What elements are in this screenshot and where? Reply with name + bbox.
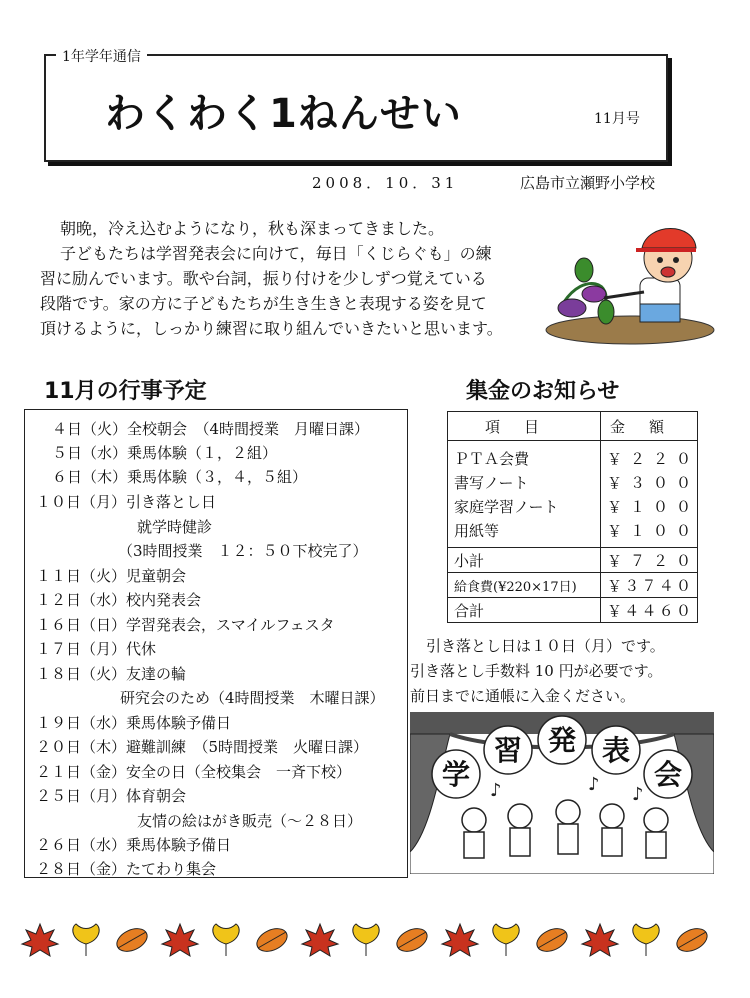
fees-col-amount: 金額 <box>601 412 698 441</box>
total-row <box>448 598 698 623</box>
newsletter-title: わくわく1ねんせい <box>105 91 462 137</box>
subtotal-amount: ￥７２０ <box>601 548 698 573</box>
intro-line: 子どもたちは学習発表会に向けて，毎日「くじらぐも」の練 <box>60 244 492 263</box>
stage-char: 発 <box>547 724 577 757</box>
presentation-stage-illustration <box>410 712 714 874</box>
svg-text:♪: ♪ <box>632 784 644 805</box>
event-row: １６日（日）学習発表会，スマイルフェスタ <box>36 616 335 634</box>
intro-line: 段階です。家の方に子どもたちが生き生きと表現する姿を見て <box>40 294 487 313</box>
fee-item: 書写ノート <box>454 474 529 492</box>
fee-item: 家庭学習ノート <box>454 498 559 516</box>
stage-char: 表 <box>601 734 631 767</box>
event-row: ２８日（金）たてわり集会 <box>36 860 217 878</box>
event-row: １０日（月）引き落とし日 <box>36 493 217 511</box>
event-row: ６日（木）乗馬体験（３，４，５組） <box>52 468 308 486</box>
fee-amount: ￥１００ <box>607 522 691 540</box>
svg-text:♪: ♪ <box>588 774 600 795</box>
event-row: １８日（火）友達の輪 <box>36 665 187 683</box>
intro-line: 頂けるように，しっかり練習に取り組んでいきたいと思います。 <box>40 319 503 338</box>
stage-char: 会 <box>653 758 683 791</box>
stage-char: 学 <box>441 758 471 791</box>
payment-note: 前日までに通帳に入金ください。 <box>410 687 636 705</box>
fee-amounts-cell <box>601 441 698 548</box>
payment-note: 引き落とし日は１０日（月）です。 <box>426 637 665 655</box>
boy-digging-potato-illustration <box>544 212 716 346</box>
total-amount: ￥４４６０ <box>601 598 698 623</box>
payment-note: 引き落とし手数料 10 円が必要です。 <box>410 662 663 680</box>
event-row: １９日（水）乗馬体験予備日 <box>36 714 232 732</box>
intro-line: 習に励んでいます。歌や台詞，振り付けを少しずつ覚えている <box>40 269 487 288</box>
intro-line: 朝晩，冷え込むようになり，秋も深まってきました。 <box>60 219 445 238</box>
subtotal-label: 小計 <box>448 548 601 573</box>
fee-item: ＰＴＡ会費 <box>454 450 530 468</box>
event-row: ２５日（月）体育朝会 <box>36 787 187 805</box>
event-row: ２１日（金）安全の日（全校集会 一斉下校） <box>36 763 352 781</box>
fee-group <box>448 441 698 548</box>
school-name: 広島市立瀬野小学校 <box>520 174 656 192</box>
fee-amount: ￥３００ <box>607 474 691 492</box>
event-row: ４日（火）全校朝会 （4時間授業 月曜日課） <box>52 420 370 438</box>
events-heading: 11月の行事予定 <box>44 379 207 404</box>
event-row: ２６日（水）乗馬体験予備日 <box>36 836 232 854</box>
lunch-row <box>448 573 698 598</box>
subtotal-row <box>448 548 698 573</box>
fee-amount: ￥１００ <box>607 498 691 516</box>
fees-header-row <box>448 412 698 441</box>
fee-item: 用紙等 <box>454 522 500 540</box>
issue-date: 2008．10．31 <box>312 174 459 192</box>
fees-heading: 集金のお知らせ <box>466 379 620 404</box>
event-row: （3時間授業 １２：５０下校完了） <box>118 542 368 560</box>
event-row: 友情の絵はがき販売（～２８日） <box>137 812 363 830</box>
newsletter-label: 1年学年通信 <box>56 46 147 66</box>
fee-amount: ￥２２０ <box>607 450 691 468</box>
fees-table <box>447 411 698 623</box>
event-row: １１日（火）児童朝会 <box>36 567 187 585</box>
event-row: 就学時健診 <box>137 518 213 536</box>
stage-char: 習 <box>493 734 523 767</box>
svg-text:♪: ♪ <box>490 780 502 801</box>
event-row: １２日（水）校内発表会 <box>36 591 202 609</box>
total-label: 合計 <box>448 598 601 623</box>
lunch-label: 給食費(¥220×17日) <box>448 573 601 598</box>
event-row: ５日（水）乗馬体験（１，２組） <box>52 444 278 462</box>
autumn-leaf-border <box>18 918 734 962</box>
lunch-amount: ￥３７４０ <box>601 573 698 598</box>
issue-label: 11月号 <box>594 111 640 127</box>
event-row: 研究会のため（4時間授業 木曜日課） <box>120 689 385 707</box>
event-row: ２０日（木）避難訓練 （5時間授業 火曜日課） <box>36 738 369 756</box>
fees-col-item: 項目 <box>448 412 601 441</box>
event-row: １７日（月）代休 <box>36 640 157 658</box>
fee-items-cell <box>448 441 601 548</box>
